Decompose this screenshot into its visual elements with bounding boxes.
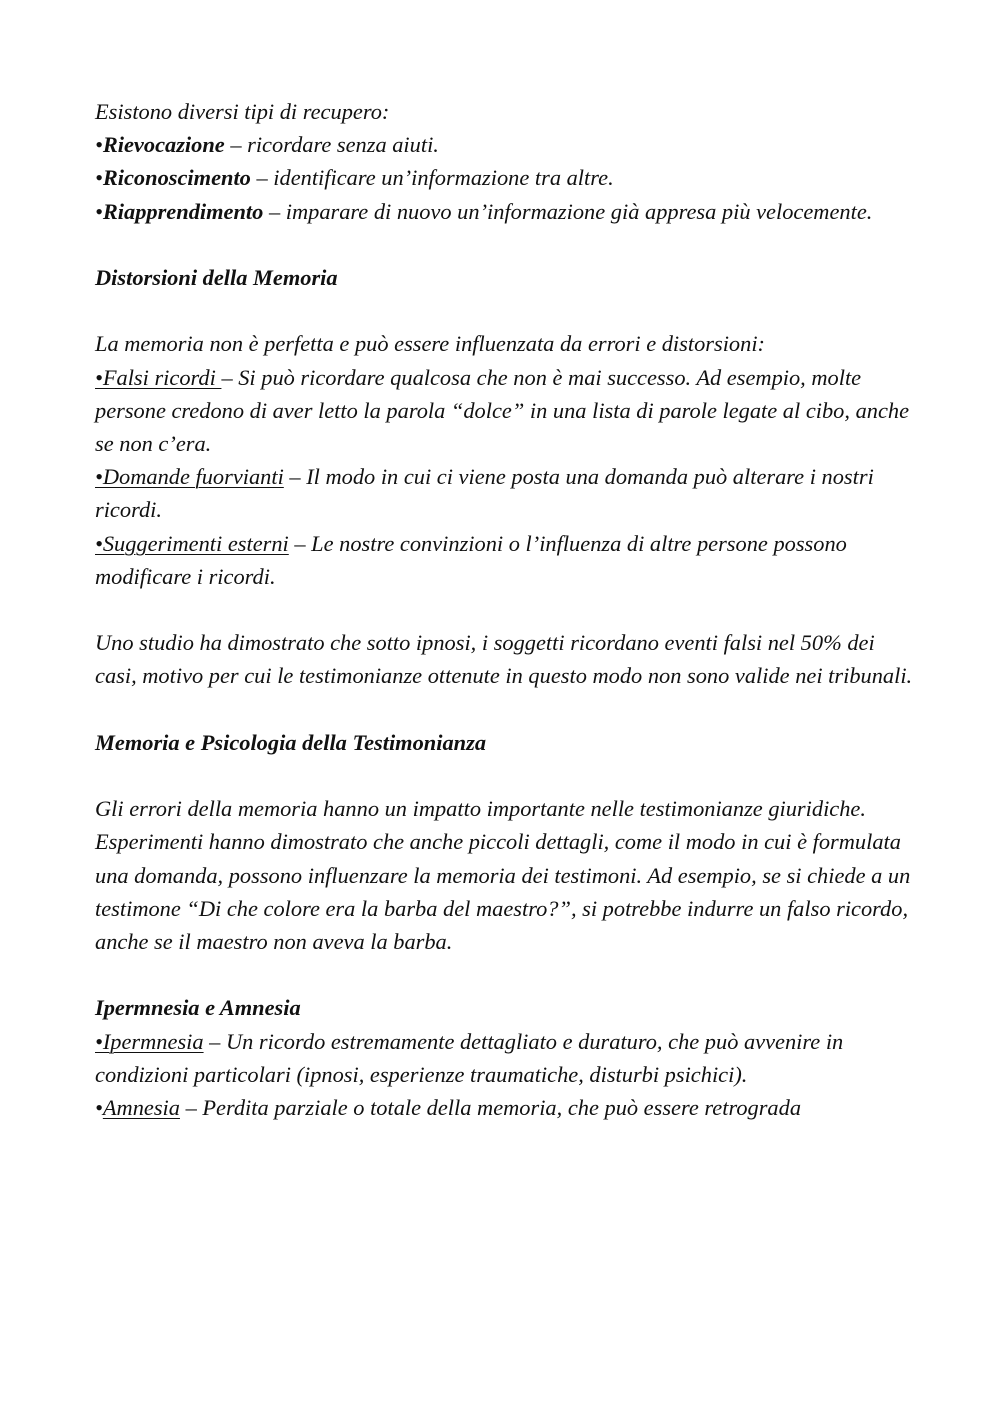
document-page (95, 95, 915, 1124)
recovery-item-text: – identificare un’informazione tra altre. (250, 165, 614, 191)
bullet: • (95, 165, 103, 191)
recovery-item-text: – ricordare senza aiuti. (224, 132, 439, 158)
distortion-item-text: – Si può ricordare qualcosa che non è mai successo. Ad esempio, molte persone credono di aver letto la parola “dolce” in una lista di parole legate al cibo, anche se non c’era. (95, 364, 910, 456)
distortion-item-falsi-ricordi (95, 361, 915, 461)
recovery-item-riapprendimento (95, 195, 915, 228)
testimony-paragraph: Gli errori della memoria hanno un impatto importante nelle testimonianze giuridiche. Esperimenti hanno dimostrato che anche piccoli dettagli, come il modo in cui è formulata una domanda, possono influenzare la memoria dei testimoni. Ad esempio, se si chiede a un testimone “Di che colore era la barba del maestro?”, si potrebbe indurre un falso ricordo, anche se il maestro non aveva la barba. (95, 796, 911, 954)
hypermnesia-item-amnesia (95, 1091, 915, 1124)
spacer (95, 294, 915, 327)
bullet: • (95, 198, 103, 224)
spacer (95, 228, 915, 261)
distortions-intro: La memoria non è perfetta e può essere influenzata da errori e distorsioni: (95, 331, 766, 357)
distortion-item-text: – Le nostre convinzioni o l’influenza di altre persone possono modificare i ricordi. (95, 530, 847, 589)
spacer (95, 759, 915, 792)
term-suggerimenti-esterni: •Suggerimenti esterni (95, 530, 289, 556)
study-paragraph: Uno studio ha dimostrato che sotto ipnosi, i soggetti ricordano eventi falsi nel 50% dei casi, motivo per cui le testimonianze ottenute in questo modo non sono valide nei tribunali. (95, 630, 913, 689)
term-falsi-ricordi: •Falsi ricordi (95, 364, 222, 390)
bullet: • (95, 132, 103, 158)
heading-ipermnesia-amnesia: Ipermnesia e Amnesia (95, 995, 301, 1021)
recovery-item-riconoscimento (95, 161, 915, 194)
distortion-item-text: – Il modo in cui ci viene posta una domanda può alterare i nostri ricordi. (95, 464, 874, 523)
hypermnesia-item-text: – Un ricordo estremamente dettagliato e duraturo, che può avvenire in condizioni particolari (ipnosi, esperienze traumatiche, disturbi psichici). (95, 1028, 844, 1087)
distortion-item-suggerimenti-esterni (95, 527, 915, 593)
term-ipermnesia: •Ipermnesia (95, 1028, 204, 1054)
hypermnesia-item-ipermnesia (95, 1025, 915, 1091)
term-rievocazione: Rievocazione (102, 132, 225, 158)
spacer (95, 693, 915, 726)
term-riapprendimento: Riapprendimento (102, 198, 264, 224)
spacer (95, 958, 915, 991)
heading-testimonianza: Memoria e Psicologia della Testimonianza (95, 729, 487, 755)
term-domande-fuorvianti: •Domande fuorvianti (95, 464, 284, 490)
bullet: • (95, 1095, 103, 1120)
recovery-item-text: – imparare di nuovo un’informazione già appresa più velocemente. (263, 198, 873, 224)
recovery-item-rievocazione (95, 128, 915, 161)
recovery-intro: Esistono diversi tipi di recupero: (95, 99, 390, 124)
term-amnesia: Amnesia (102, 1095, 180, 1120)
spacer (95, 593, 915, 626)
hypermnesia-item-text: – Perdita parziale o totale della memoria, che può essere retrograda (179, 1095, 802, 1120)
term-riconoscimento: Riconoscimento (102, 165, 251, 191)
heading-distorsioni: Distorsioni della Memoria (95, 265, 338, 290)
distortion-item-domande-fuorvianti (95, 460, 915, 526)
